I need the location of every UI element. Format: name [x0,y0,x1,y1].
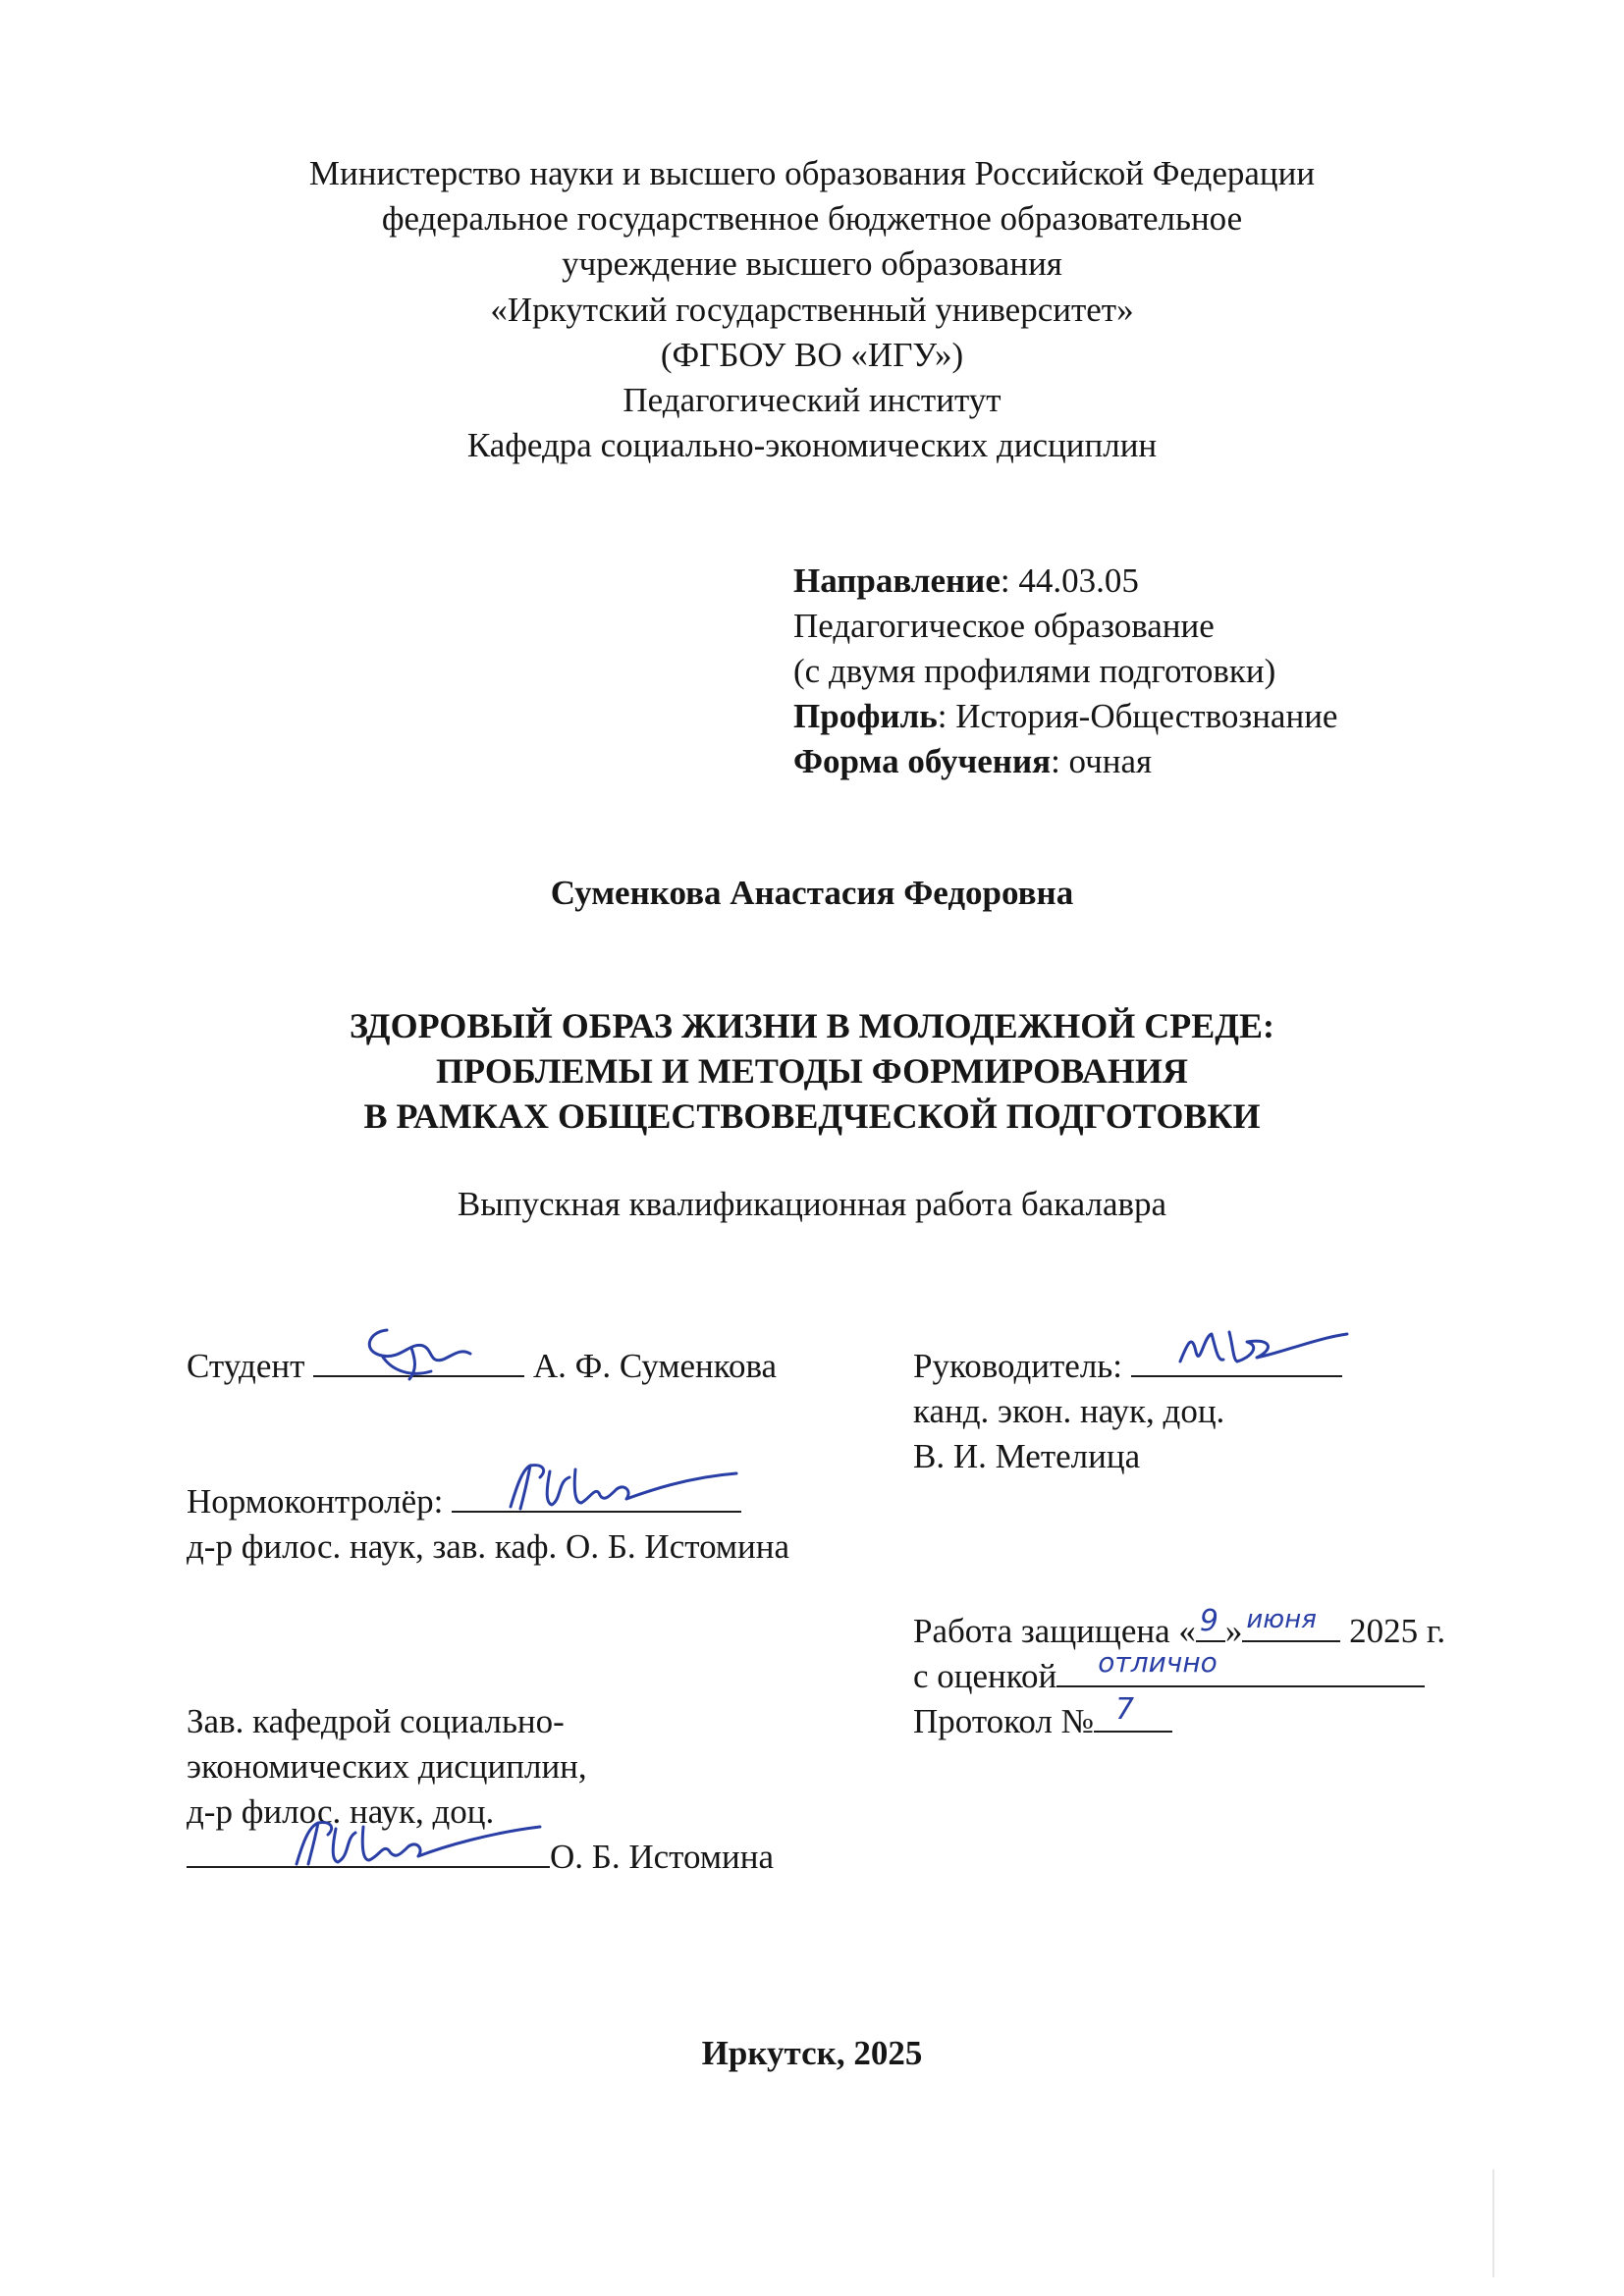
institute-name: Педагогический институт [623,381,1001,419]
head-signature-image [187,1803,550,1874]
profile-label: Профиль [793,697,938,735]
grade-label: с оценкой [913,1657,1057,1695]
defense-day: 9 [1199,1604,1218,1638]
normcontrol-details: д-р филос. наук, зав. каф. О. Б. Истомина [187,1527,790,1566]
head-signature-line [187,1836,774,1879]
supervisor-signature-image [1131,1312,1367,1381]
work-type: Выпускная квалификационная работа бакалавра [457,1185,1167,1223]
profile-value: : История-Обществознание [937,697,1338,735]
defense-month: июня [1246,1605,1317,1634]
supervisor-signature-line [913,1345,1342,1388]
thesis-title-line-2: ПРОБЛЕМЫ И МЕТОДЫ ФОРМИРОВАНИЯ [436,1051,1188,1091]
department-name: Кафедра социально-экономических дисциплин [466,426,1158,464]
study-form-label: Форма обучения [793,742,1052,780]
direction-line-3: (с двумя профилями подготовки) [793,652,1276,690]
head-name: О. Б. Истомина [550,1838,774,1876]
protocol-field [1094,1692,1172,1733]
scan-artifact [1492,2169,1494,2277]
head-line-2: экономических дисциплин, [187,1747,587,1786]
student-signature-field [313,1346,524,1377]
head-signature-field [187,1837,550,1868]
defense-day-field [1196,1604,1225,1642]
student-name: А. Ф. Суменкова [532,1347,778,1385]
university-name: «Иркутский государственный университет» [490,291,1134,329]
direction-label: Направление [793,561,1001,600]
defense-mid: » [1224,1612,1243,1650]
study-form-value: : очная [1051,742,1153,780]
student-signature-line [187,1345,777,1388]
profile-line [793,695,1337,738]
grade-value: отлично [1098,1646,1218,1679]
head-line-3: д-р филос. наук, доц. [187,1792,495,1831]
study-form-line [793,740,1152,783]
organization-line-1: федеральное государственное бюджетное образовательное [381,199,1243,238]
direction-line-2: Педагогическое образование [793,607,1215,645]
thesis-title-line-3: В РАМКАХ ОБЩЕСТВОВЕДЧЕСКОЙ ПОДГОТОВКИ [363,1096,1261,1136]
supervisor-label: Руководитель: [913,1347,1122,1385]
supervisor-signature-field [1131,1346,1342,1377]
direction-line [793,560,1139,603]
defense-month-field [1242,1605,1340,1642]
protocol-label: Протокол № [913,1702,1095,1740]
protocol-value: 7 [1115,1692,1135,1727]
thesis-title-line-1: ЗДОРОВЫЙ ОБРАЗ ЖИЗНИ В МОЛОДЕЖНОЙ СРЕДЕ: [350,1006,1274,1045]
normcontrol-signature-image [452,1448,746,1519]
protocol-line [913,1692,1172,1743]
head-line-1: Зав. кафедрой социально- [187,1702,565,1740]
author-name: Суменкова Анастасия Федоровна [550,874,1074,912]
ministry-line: Министерство науки и высшего образования Российской Федерации [308,154,1316,192]
grade-field [1056,1646,1425,1687]
supervisor-degree: канд. экон. наук, доц. [913,1392,1225,1430]
supervisor-name: В. И. Метелица [913,1437,1141,1475]
defense-prefix: Работа защищена « [913,1612,1196,1650]
university-abbreviation: (ФГБОУ ВО «ИГУ») [660,336,964,374]
city-year: Иркутск, 2025 [701,2034,923,2072]
grade-line [913,1646,1425,1698]
direction-value: : 44.03.05 [1000,561,1139,600]
student-label: Студент [187,1347,305,1385]
normcontrol-label: Нормоконтролёр: [187,1482,444,1521]
defense-year: 2025 г. [1349,1612,1446,1650]
normcontrol-signature-line [187,1480,741,1523]
student-signature-image [313,1312,524,1381]
organization-line-2: учреждение высшего образования [562,244,1062,283]
normcontrol-signature-field [452,1481,741,1513]
